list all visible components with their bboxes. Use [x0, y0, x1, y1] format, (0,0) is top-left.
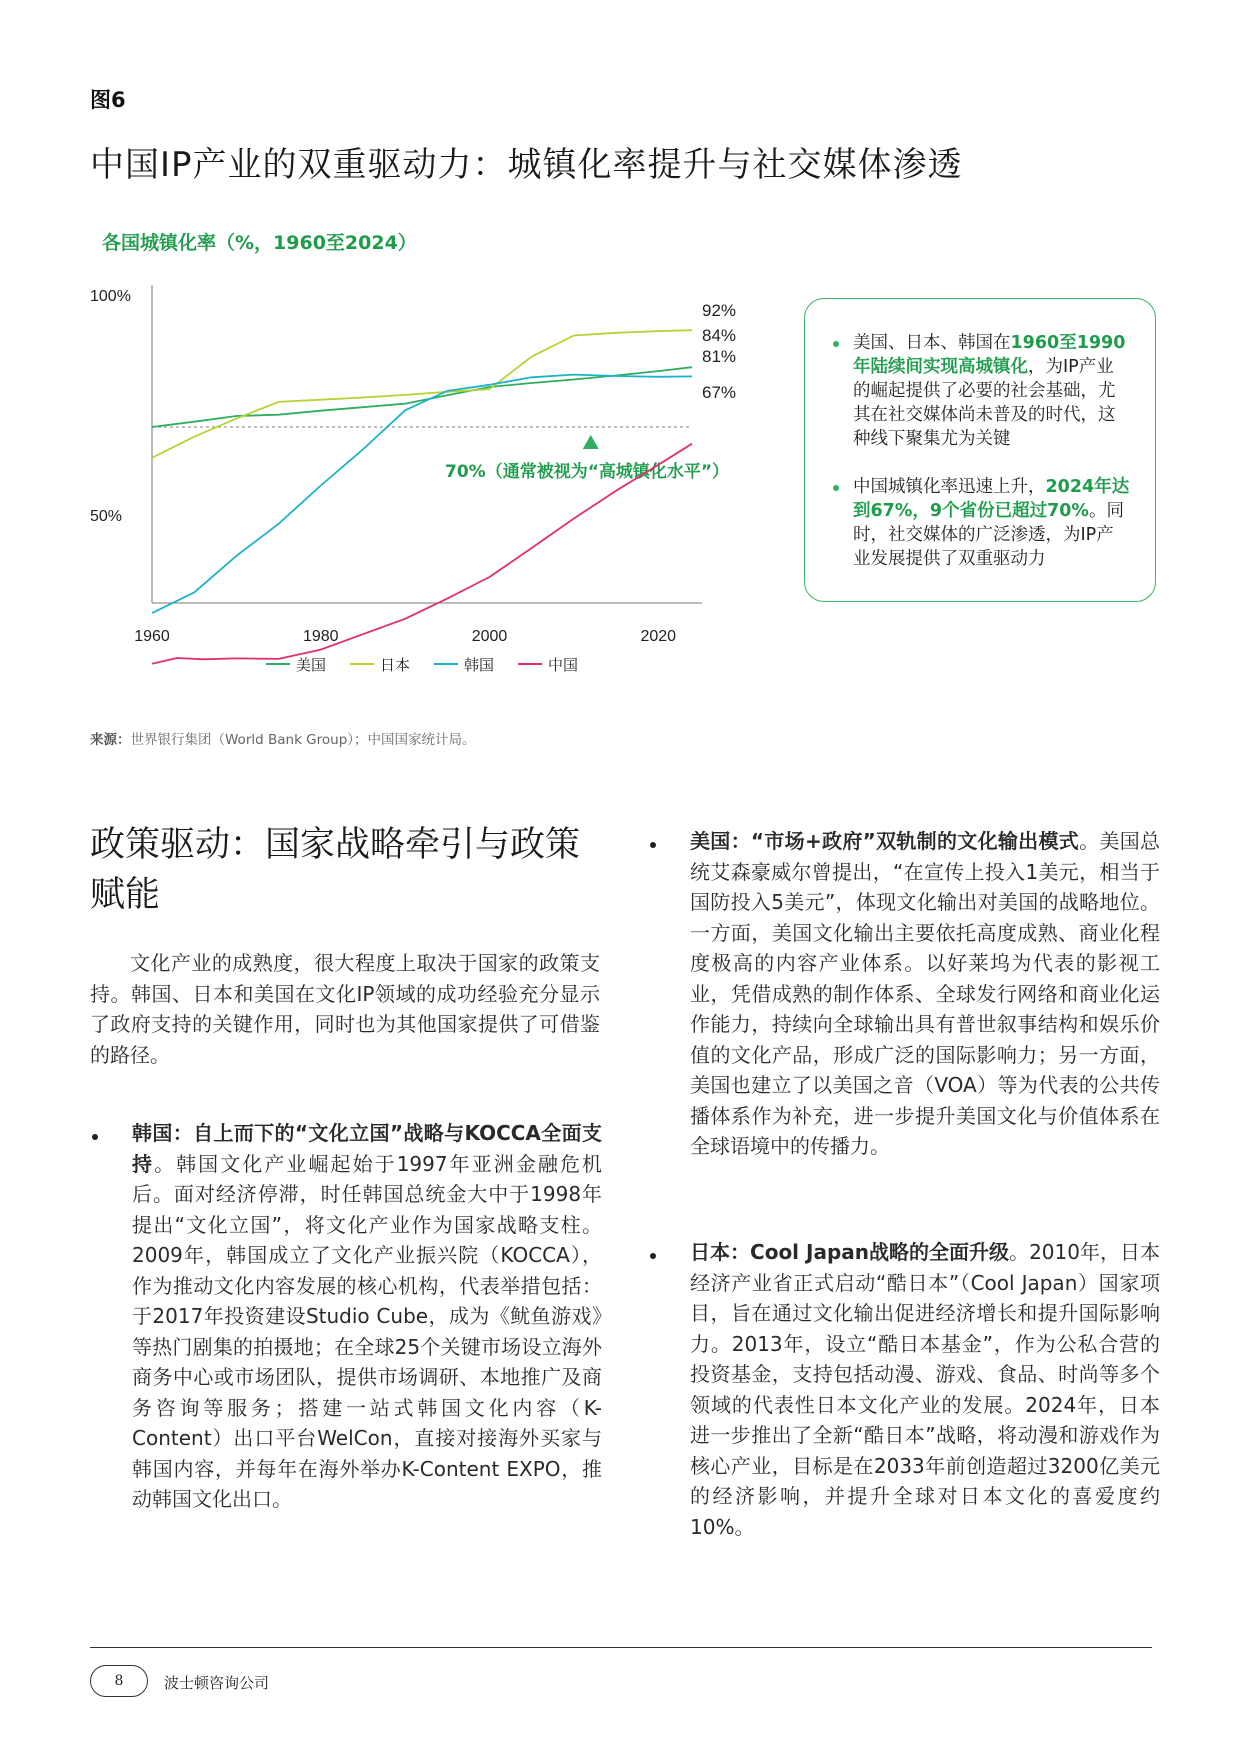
y-tick-label: 100%	[90, 288, 131, 305]
end-value-label: 92%	[702, 301, 737, 320]
end-value-label: 67%	[702, 383, 737, 402]
x-tick-label: 1960	[134, 628, 170, 645]
x-tick-label: 2000	[471, 628, 508, 645]
legend-label: 日本	[380, 656, 411, 674]
end-value-label: 84%	[702, 326, 737, 345]
page-number: 8	[90, 1665, 148, 1697]
bullet-japan: 日本：Cool Japan战略的全面升级。2010年，日本经济产业省正式启动“酷日本”（Cool Japan）国家项目，旨在通过文化输出促进经济增长和提升国际影响力。2013年，设立“酷日本基金”，作为公私合营的投资基金，支持包括动漫、游戏、食品、时尚等多个领域的代表性日本文化产业的发展。2024年，日本进一步推出了全新“酷日本”战略，将动漫和游戏作为核心产业，目标是在2033年前创造超过3200亿美元的经济影响，并提升全球对日本文化的喜爱度约10%。	[690, 1240, 1160, 1539]
intro-paragraph: 文化产业的成熟度，很大程度上取决于国家的政策支持。韩国、日本和美国在文化IP领域的成功经验充分显示了政府支持的关键作用，同时也为其他国家提供了可借鉴的路径。	[90, 951, 600, 1067]
urbanization-line-chart	[80, 280, 800, 690]
section-heading: 政策驱动：国家战略牵引与政策赋能	[90, 825, 581, 915]
chart-title: 各国城镇化率（%，1960至2024）	[102, 232, 417, 254]
reference-marker-triangle	[583, 435, 599, 449]
x-tick-label: 1980	[302, 628, 339, 645]
figure-label: 图6	[90, 88, 126, 112]
legend-label: 韩国	[464, 656, 495, 674]
end-value-label: 81%	[702, 347, 737, 366]
x-tick-label: 2020	[640, 628, 677, 645]
bullet-usa: 美国：“市场+政府”双轨制的文化输出模式。美国总统艾森豪威尔曾提出，“在宣传上投入1美元，相当于国防投入5美元”，体现文化输出对美国的战略地位。一方面，美国文化输出主要依托高度成熟、商业化程度极高的内容产业体系。以好莱坞为代表的影视工业，凭借成熟的制作体系、全球发行网络和商业化运作能力，持续向全球输出具有普世叙事结构和娱乐价值的文化产品，形成广泛的国际影响力；另一方面，美国也建立了以美国之音（VOA）等为代表的公共传播体系作为补充，进一步提升美国文化与价值体系在全球语境中的传播力。	[690, 829, 1161, 1158]
bullet-dot	[92, 1134, 98, 1140]
bullet-dot	[650, 1253, 656, 1259]
legend-label: 中国	[548, 656, 579, 674]
series-line-日本	[152, 330, 692, 458]
callout-box	[804, 298, 1156, 602]
callout-item: 美国、日本、韩国在1960至1990年陆续间实现高城镇化，为IP产业的崛起提供了必要的社会基础，尤其在社交媒体尚未普及的时代，这种线下聚集尤为关键	[827, 331, 1131, 451]
y-tick-label: 50%	[90, 508, 123, 525]
company-name: 波士顿咨询公司	[164, 1674, 270, 1692]
bullet-korea: 韩国：自上而下的“文化立国”战略与KOCCA全面支持。韩国文化产业崛起始于1997年亚洲金融危机后。面对经济停滞，时任韩国总统金大中于1998年提出“文化立国”，将文化产业作为国家战略支柱。2009年，韩国成立了文化产业振兴院（KOCCA），作为推动文化内容发展的核心机构，代表举措包括：于2017年投资建设Studio Cube，成为《鱿鱼游戏》等热门剧集的拍摄地；在全球25个关键市场设立海外商务中心或市场团队，提供市场调研、本地推广及商务咨询等服务；搭建一站式韩国文化内容（K-Content）出口平台WelCon，直接对接海外买家与韩国内容，并每年在海外举办K-Content EXPO，推动韩国文化出口。	[132, 1121, 602, 1511]
callout-item: 中国城镇化率迅速上升，2024年达到67%，9个省份已超过70%。同时，社交媒体的广泛渗透，为IP产业发展提供了双重驱动力	[827, 475, 1131, 571]
legend-label: 美国	[296, 656, 327, 674]
source-note: 来源：世界银行集团（World Bank Group）；中国国家统计局。	[90, 732, 476, 748]
footer-divider	[90, 1647, 1152, 1648]
bullet-dot	[650, 842, 656, 848]
figure-title: 中国IP产业的双重驱动力：城镇化率提升与社交媒体渗透	[90, 145, 963, 185]
reference-line-label: 70%（通常被视为“高城镇化水平”）	[445, 462, 730, 482]
